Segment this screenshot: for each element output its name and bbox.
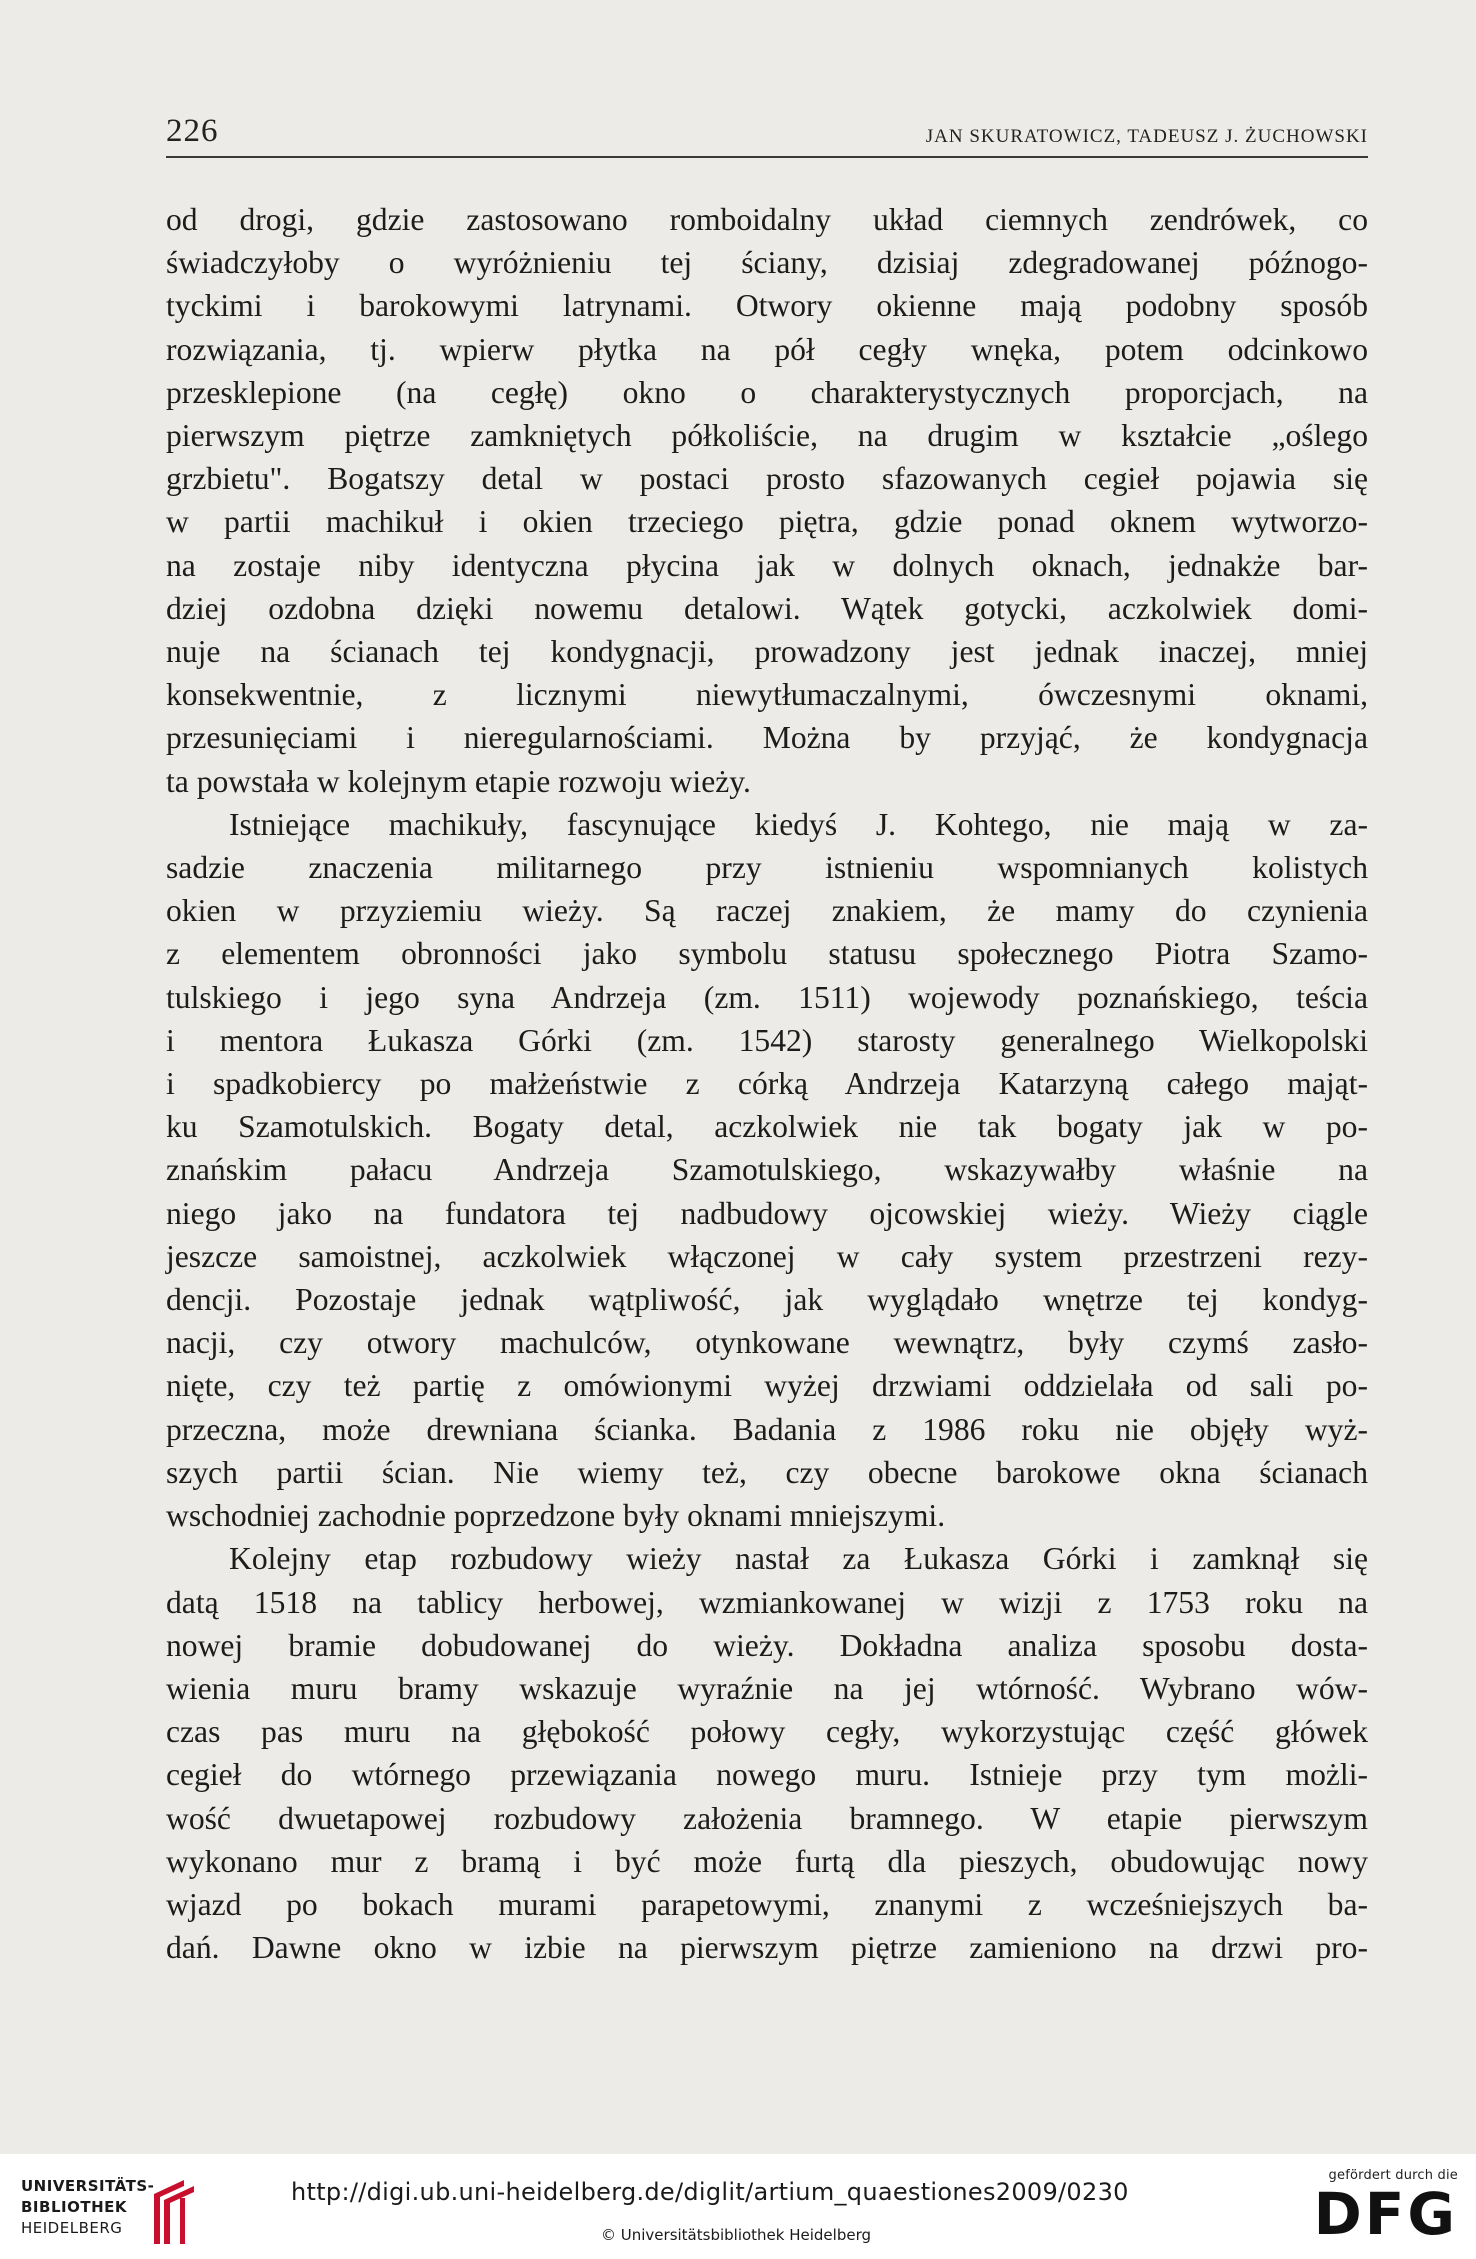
text-line: nięte, czy też partię z omówionymi wyżej drzwiami oddzielała od sali po- bbox=[166, 1368, 1368, 1404]
text-line: cegieł do wtórnego przewiązania nowego muru. Istnieje przy tym możli- bbox=[166, 1757, 1368, 1793]
text-line: wykonano mur z bramą i być może furtą dla pieszych, obudowując nowy bbox=[166, 1843, 1368, 1879]
copyright-notice: © Universitätsbibliothek Heidelberg bbox=[601, 2226, 872, 2244]
text-line: rozwiązania, tj. wpierw płytka na pół cegły wnęka, potem odcinkowo bbox=[166, 331, 1368, 367]
text-line: dencji. Pozostaje jednak wątpliwość, jak wyglądało wnętrze tej kondyg- bbox=[166, 1282, 1368, 1318]
body-text bbox=[166, 198, 1368, 1969]
text-line: w partii machikuł i okien trzeciego piętra, gdzie ponad oknem wytworzo- bbox=[166, 504, 1368, 540]
text-line: okien w przyziemiu wieży. Są raczej znakiem, że mamy do czynienia bbox=[166, 893, 1368, 929]
text-line: ku Szamotulskich. Bogaty detal, aczkolwiek nie tak bogaty jak w po- bbox=[166, 1109, 1368, 1145]
text-line: przeczna, może drewniana ścianka. Badania z 1986 roku nie objęły wyż- bbox=[166, 1411, 1368, 1447]
text-line: nacji, czy otwory machulców, otynkowane wewnątrz, były czymś zasło- bbox=[166, 1325, 1368, 1361]
library-line-3: HEIDELBERG bbox=[21, 2219, 123, 2237]
text-line: wość dwuetapowej rozbudowy założenia bramnego. W etapie pierwszym bbox=[166, 1800, 1368, 1836]
university-library-logo[interactable] bbox=[21, 2176, 211, 2246]
text-line: przesklepione (na cegłę) okno o charakterystycznych proporcjach, na bbox=[166, 374, 1368, 410]
library-line-1: UNIVERSITÄTS- bbox=[21, 2177, 155, 2195]
text-line: nowej bramie dobudowanej do wieży. Dokładna analiza sposobu dosta- bbox=[166, 1627, 1368, 1663]
text-line: datą 1518 na tablicy herbowej, wzmiankowanej w wizji z 1753 roku na bbox=[166, 1584, 1368, 1620]
text-line: pierwszym piętrze zamkniętych półkoliście, na drugim w kształcie „oślego bbox=[166, 418, 1368, 454]
text-line: sadzie znaczenia militarnego przy istnieniu wspomnianych kolistych bbox=[166, 850, 1368, 886]
text-line: szych partii ścian. Nie wiemy też, czy obecne barokowe okna ścianach bbox=[166, 1454, 1368, 1490]
text-line: wienia muru bramy wskazuje wyraźnie na jej wtórność. Wybrano wów- bbox=[166, 1670, 1368, 1706]
text-line: wschodniej zachodnie poprzedzone były oknami mniejszymi. bbox=[166, 1498, 946, 1534]
text-line: wjazd po bokach murami parapetowymi, znanymi z wcześniejszych ba- bbox=[166, 1886, 1368, 1922]
digitization-footer bbox=[0, 2154, 1476, 2259]
dfg-logo[interactable] bbox=[1313, 2168, 1458, 2248]
text-line: znańskim pałacu Andrzeja Szamotulskiego, wskazywałby właśnie na bbox=[166, 1152, 1368, 1188]
text-line: i spadkobiercy po małżeństwie z córką Andrzeja Katarzyną całego mająt- bbox=[166, 1066, 1368, 1102]
dfg-wordmark: DFG bbox=[1313, 2180, 1458, 2248]
text-line: jeszcze samoistnej, aczkolwiek włączonej w cały system przestrzeni rezy- bbox=[166, 1238, 1368, 1274]
dfg-caption: gefördert durch die bbox=[1328, 2168, 1458, 2183]
page-header bbox=[166, 108, 1368, 158]
text-line: i mentora Łukasza Górki (zm. 1542) starosty generalnego Wielkopolski bbox=[166, 1022, 1368, 1058]
text-line: tyckimi i barokowymi latrynami. Otwory okienne mają podobny sposób bbox=[166, 288, 1368, 324]
page-number: 226 bbox=[166, 113, 219, 149]
source-url-link[interactable]: http://digi.ub.uni-heidelberg.de/diglit/artium_quaestiones2009/0230 bbox=[291, 2178, 1129, 2206]
running-head: JAN SKURATOWICZ, TADEUSZ J. ŻUCHOWSKI bbox=[925, 126, 1368, 147]
text-line: Kolejny etap rozbudowy wieży nastał za Łukasza Górki i zamknął się bbox=[229, 1541, 1368, 1577]
text-line: nuje na ścianach tej kondygnacji, prowadzony jest jednak inaczej, mniej bbox=[166, 634, 1368, 670]
text-line: ta powstała w kolejnym etapie rozwoju wieży. bbox=[166, 763, 751, 799]
text-line: na zostaje niby identyczna płycina jak w dolnych oknach, jednakże bar- bbox=[166, 547, 1368, 583]
text-line: świadczyłoby o wyróżnieniu tej ściany, dzisiaj zdegradowanej późnogo- bbox=[166, 245, 1368, 281]
text-line: od drogi, gdzie zastosowano romboidalny układ ciemnych zendrówek, co bbox=[166, 202, 1368, 237]
text-line: dań. Dawne okno w izbie na pierwszym piętrze zamieniono na drzwi pro- bbox=[166, 1930, 1368, 1966]
text-line: dziej ozdobna dzięki nowemu detalowi. Wątek gotycki, aczkolwiek domi- bbox=[166, 590, 1368, 626]
text-line: grzbietu". Bogatszy detal w postaci prosto sfazowanych cegieł pojawia się bbox=[166, 461, 1368, 497]
text-line: konsekwentnie, z licznymi niewytłumaczalnymi, ówczesnymi oknami, bbox=[166, 677, 1368, 713]
text-line: Istniejące machikuły, fascynujące kiedyś J. Kohtego, nie mają w za- bbox=[229, 806, 1368, 842]
text-line: z elementem obronności jako symbolu statusu społecznego Piotra Szamo- bbox=[166, 936, 1368, 972]
library-line-2: BIBLIOTHEK bbox=[21, 2198, 127, 2216]
text-line: czas pas muru na głębokość połowy cegły, wykorzystując część główek bbox=[166, 1714, 1368, 1750]
text-line: niego jako na fundatora tej nadbudowy ojcowskiej wieży. Wieży ciągle bbox=[166, 1195, 1368, 1231]
text-line: przesunięciami i nieregularnościami. Można by przyjąć, że kondygnacja bbox=[166, 720, 1368, 756]
text-line: tulskiego i jego syna Andrzeja (zm. 1511) wojewody poznańskiego, teścia bbox=[166, 979, 1368, 1015]
library-emblem-icon bbox=[146, 2176, 206, 2246]
